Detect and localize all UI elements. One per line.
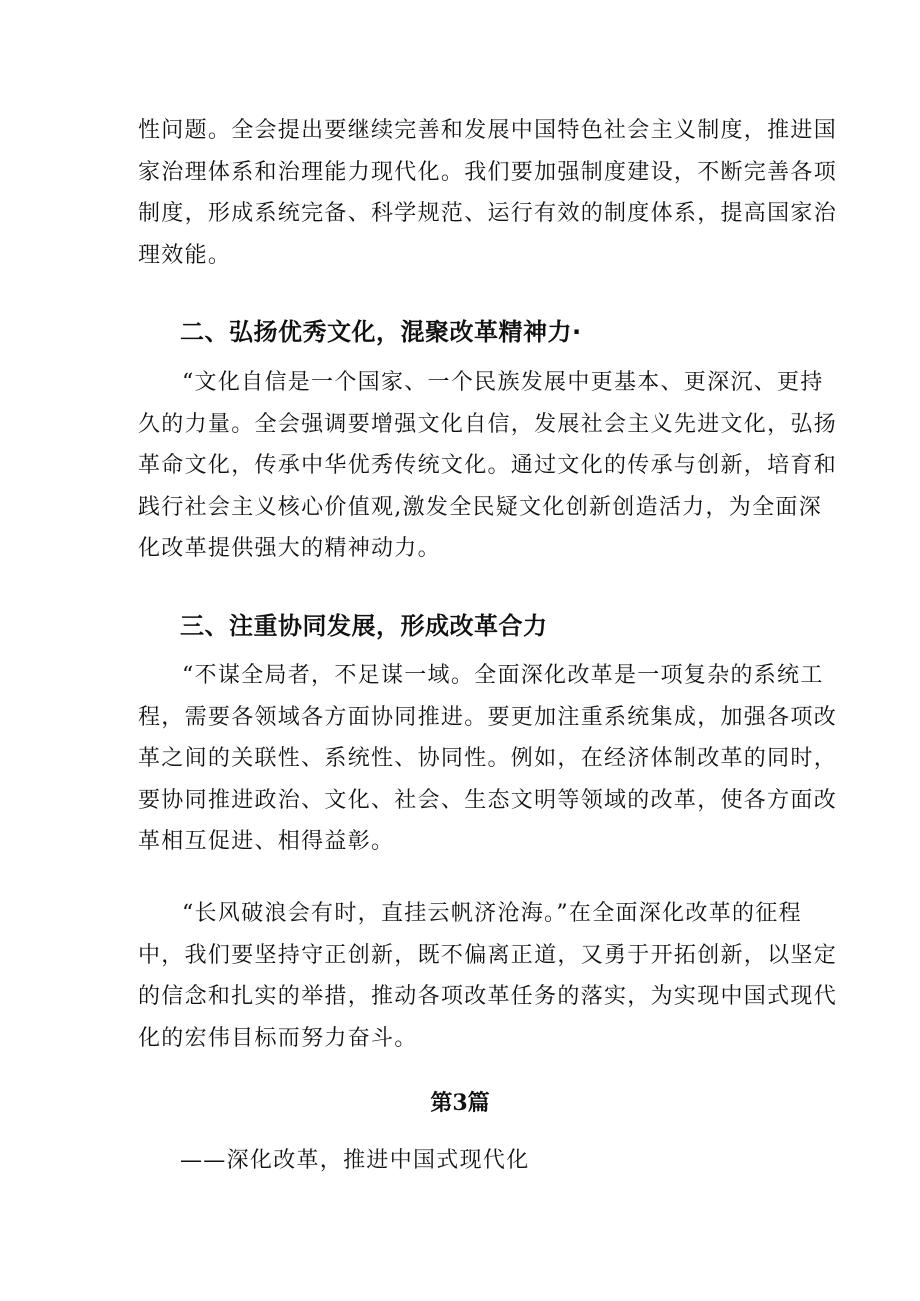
section-title: 第3篇	[430, 1090, 490, 1116]
paragraph-conclusion	[138, 893, 838, 1059]
text-line: “不谋全局者，不足谋一域。全面深化改革是一项复杂的系统工	[182, 663, 824, 688]
text-line: 践行社会主义核心价值观,激发全民疑文化创新创造活力，为全面深	[138, 494, 822, 520]
text-line: 要协同推进政治、文化、社会、生态文明等领域的改革，使各方面改	[138, 787, 838, 813]
text-line: 久的力量。全会强调要增强文化自信，发展社会主义先进文化，弘扬	[138, 411, 838, 437]
paragraph-coordination	[138, 655, 838, 863]
text-line: 性问题。全会提出要继续完善和发展中国特色社会主义制度，推进国	[138, 118, 838, 143]
paragraph-institutional	[138, 110, 838, 276]
text-line: 中，我们要坚持守正创新，既不偏离正道，又勇于开拓创新，以坚定	[138, 942, 838, 968]
text-line: 革之间的关联性、系统性、协同性。例如，在经济体制改革的同时，	[138, 746, 838, 772]
paragraph-culture	[138, 362, 838, 570]
text-line: 的信念和扎实的举措，推动各项改革任务的落实，为实现中国式现代	[138, 984, 838, 1010]
text-line: 理效能。	[138, 242, 232, 268]
text-line: “长风破浪会有时，直挂云帆济沧海。”在全面深化改革的征程	[182, 901, 802, 926]
text-line: 制度，形成系统完备、科学规范、运行有效的制度体系，提高国家治	[138, 201, 838, 227]
text-line: 程，需要各领域各方面协同推进。要更加注重系统集成，加强各项改	[138, 704, 838, 730]
text-line: 化的宏伟目标而努力奋斗。	[138, 1025, 418, 1051]
subtitle: ——深化改革，推进中国式现代化	[180, 1148, 530, 1173]
text-line: 革相互促进、相得益彰。	[138, 829, 395, 855]
text-line: 家治理体系和治理能力现代化。我们要加强制度建设，不断完善各项	[138, 159, 838, 185]
text-line: “文化自信是一个国家、一个民族发展中更基本、更深沉、更持	[182, 370, 824, 395]
heading-culture: 二、弘扬优秀文化，混聚改革精神力·	[180, 318, 582, 346]
heading-coordination: 三、注重协同发展，形成改革合力	[180, 612, 548, 640]
text-line: 革命文化，传承中华优秀传统文化。通过文化的传承与创新，培育和	[138, 453, 838, 479]
text-line: 化改革提供强大的精神动力。	[138, 536, 441, 562]
